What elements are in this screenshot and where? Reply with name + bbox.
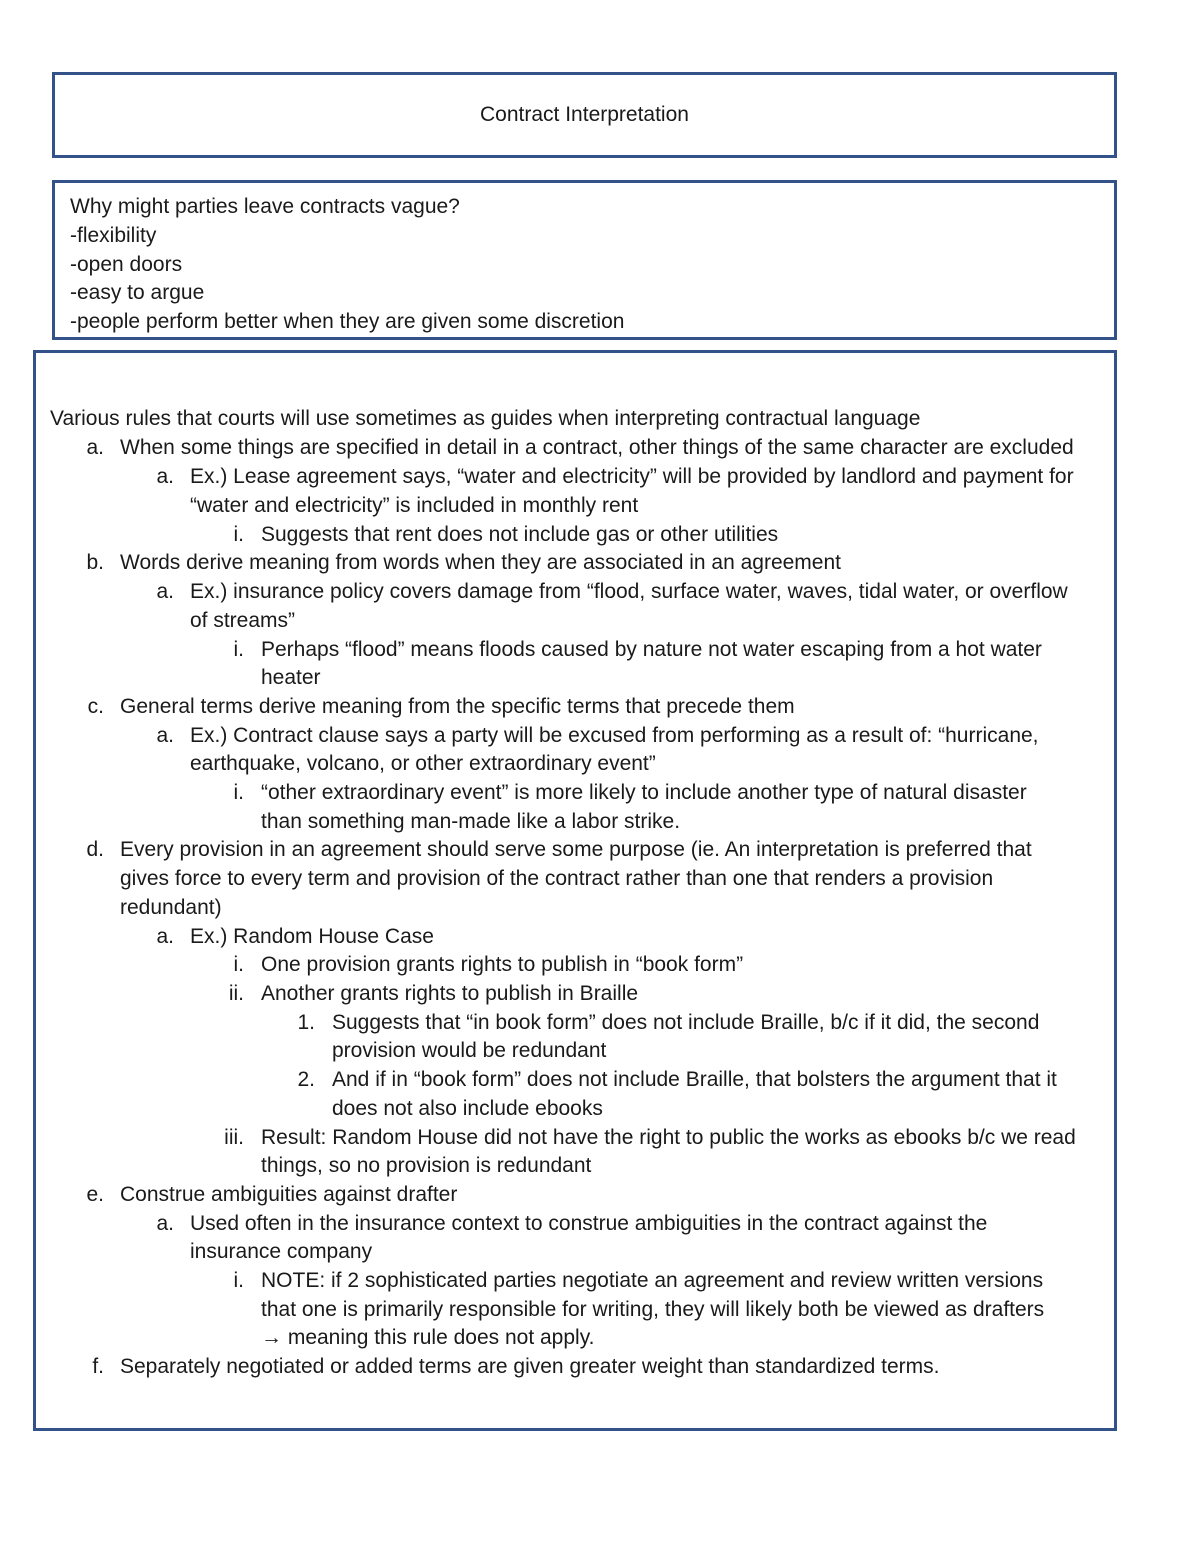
outline-text: Construe ambiguities against drafter: [120, 1183, 458, 1206]
outline-label: a.: [156, 465, 174, 488]
outline-label: a.: [156, 925, 174, 948]
outline-label: a.: [156, 724, 174, 747]
outline-label: i.: [233, 523, 244, 546]
outline-text: Ex.) insurance policy covers damage from “flood, surface water, waves, tidal water, or overflow: [190, 580, 1068, 603]
outline-label: i.: [233, 638, 244, 661]
outline-text: Every provision in an agreement should serve some purpose (ie. An interpretation is preferred that: [120, 838, 1032, 861]
outline-text: NOTE: if 2 sophisticated parties negotiate an agreement and review written versions: [261, 1269, 1044, 1292]
outline-label: i.: [233, 953, 244, 976]
outline-label: c.: [87, 695, 104, 718]
outline-text: redundant): [120, 896, 222, 919]
outline-text: When some things are specified in detail in a contract, other things of the same character are excluded: [120, 436, 1074, 459]
outline-label: f.: [92, 1355, 104, 1378]
outline-text: “other extraordinary event” is more likely to include another type of natural disaster: [261, 781, 1027, 804]
outline-text: of streams”: [190, 609, 296, 632]
why-point: -people perform better when they are given some discretion: [70, 310, 625, 334]
outline-text: Used often in the insurance context to construe ambiguities in the contract against the: [190, 1212, 988, 1235]
outline-text: Ex.) Contract clause says a party will be excused from performing as a result of: “hurricane,: [190, 724, 1039, 747]
interpretation-rules-box: [33, 350, 1117, 1431]
outline-text: heater: [261, 666, 321, 689]
outline-label: 1.: [297, 1011, 315, 1034]
outline-label: a.: [156, 580, 174, 603]
outline-text: Separately negotiated or added terms are given greater weight than standardized terms.: [120, 1355, 940, 1378]
outline-text: Ex.) Random House Case: [190, 925, 434, 948]
rules-intro: Various rules that courts will use sometimes as guides when interpreting contractual language: [50, 407, 921, 430]
why-vague-box: [52, 180, 1117, 340]
document-title: Contract Interpretation: [480, 103, 689, 126]
outline-label: e.: [86, 1183, 104, 1206]
outline-label: a.: [86, 436, 104, 459]
why-point: -open doors: [70, 252, 183, 276]
outline-text: Words derive meaning from words when they are associated in an agreement: [120, 551, 841, 574]
why-question: Why might parties leave contracts vague?: [70, 195, 460, 218]
outline-label: a.: [156, 1212, 174, 1235]
outline-text: And if in “book form” does not include Braille, that bolsters the argument that it: [332, 1068, 1057, 1091]
outline-text: gives force to every term and provision of the contract rather than one that renders a provision: [120, 867, 994, 890]
outline-label: 2.: [297, 1068, 315, 1091]
outline-label: iii.: [224, 1126, 244, 1149]
outline-text: Perhaps “flood” means floods caused by nature not water escaping from a hot water: [261, 638, 1042, 661]
outline-text: insurance company: [190, 1240, 373, 1263]
outline-label: d.: [86, 838, 104, 861]
outline-text: Ex.) Lease agreement says, “water and electricity” will be provided by landlord and payment for: [190, 465, 1074, 488]
outline-text: provision would be redundant: [332, 1039, 607, 1062]
outline-text: One provision grants rights to publish in “book form”: [261, 953, 744, 976]
outline-text: Result: Random House did not have the right to public the works as ebooks b/c we read: [261, 1126, 1076, 1149]
outline-text: than something man-made like a labor strike.: [261, 810, 681, 833]
title-box: [52, 72, 1117, 158]
outline-text: General terms derive meaning from the specific terms that precede them: [120, 695, 795, 718]
outline-label: i.: [233, 781, 244, 804]
outline-label: ii.: [228, 982, 244, 1005]
outline-text: things, so no provision is redundant: [261, 1154, 592, 1177]
outline-text: earthquake, volcano, or other extraordinary event”: [190, 752, 656, 775]
outline-text: Another grants rights to publish in Braille: [261, 982, 639, 1005]
why-point: -easy to argue: [70, 281, 205, 305]
outline-label: i.: [233, 1269, 244, 1292]
outline-text: “water and electricity” is included in monthly rent: [190, 494, 639, 517]
outline-text: Suggests that rent does not include gas or other utilities: [261, 523, 779, 546]
outline-text: → meaning this rule does not apply.: [261, 1326, 595, 1349]
outline-text: that one is primarily responsible for writing, they will likely both be viewed as drafters: [261, 1298, 1045, 1321]
outline-text: Suggests that “in book form” does not include Braille, b/c if it did, the second: [332, 1011, 1040, 1034]
outline-text: does not also include ebooks: [332, 1097, 603, 1120]
why-point: -flexibility: [70, 223, 157, 247]
outline-label: b.: [86, 551, 104, 574]
